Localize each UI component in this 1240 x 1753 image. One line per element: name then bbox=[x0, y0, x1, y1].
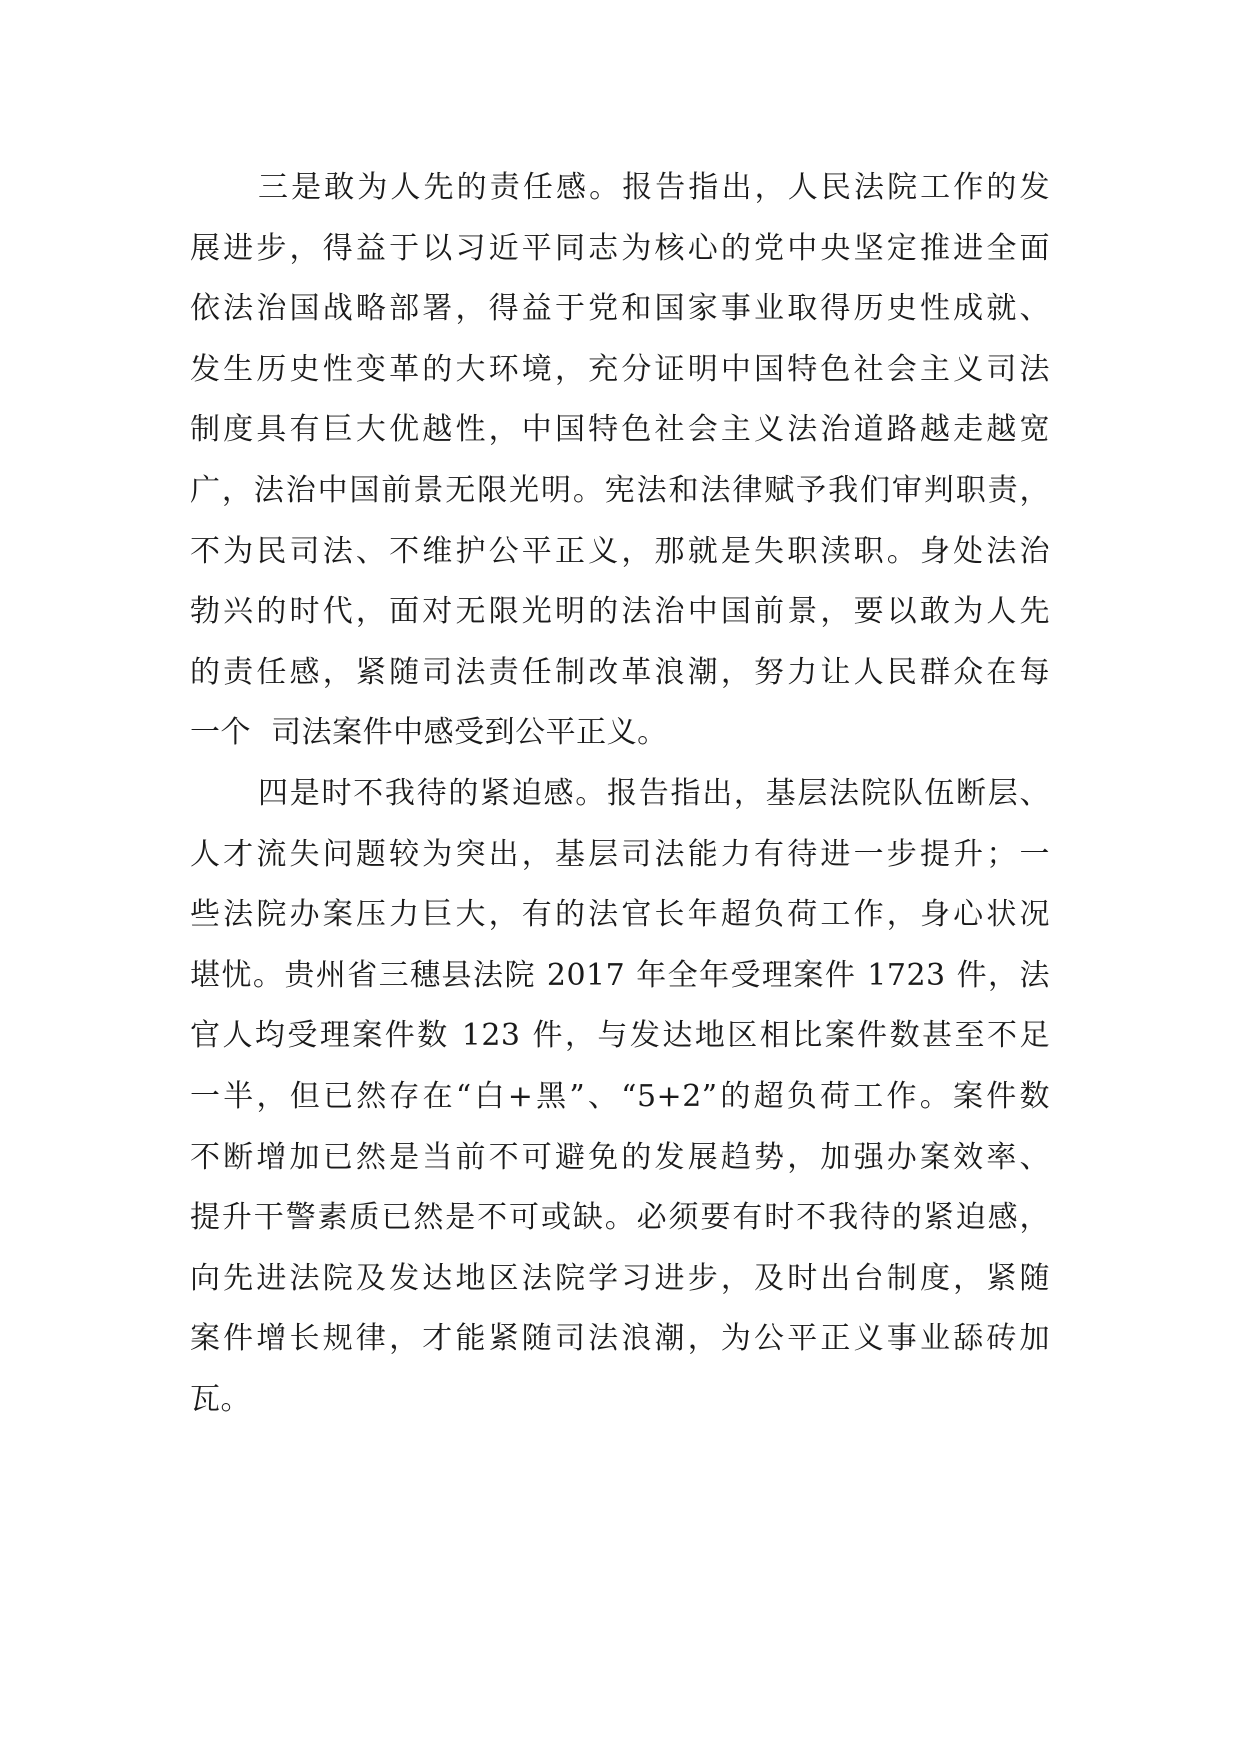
text-line: 些法院办案压力巨大，有的法官长年超负荷工作，身心状况 bbox=[190, 897, 1050, 933]
text-line: 四是时不我待的紧迫感。报告指出，基层法院队伍断层、 bbox=[258, 775, 1050, 811]
paragraph-urgency bbox=[190, 764, 1050, 1431]
text-line: 一个 司法案件中感受到公平正义。 bbox=[190, 715, 668, 751]
text-line: 官人均受理案件数 123 件，与发达地区相比案件数甚至不足 bbox=[190, 1018, 1050, 1054]
text-line: 一半，但已然存在“白+黑”、“5+2”的超负荷工作。案件数 bbox=[190, 1078, 1050, 1114]
text-line: 不为民司法、不维护公平正义，那就是失职渎职。身处法治 bbox=[190, 533, 1050, 569]
text-line: 依法治国战略部署，得益于党和国家事业取得历史性成就、 bbox=[190, 291, 1050, 327]
text-line: 向先进法院及发达地区法院学习进步，及时出台制度，紧随 bbox=[190, 1260, 1050, 1296]
text-line: 展进步，得益于以习近平同志为核心的党中央坚定推进全面 bbox=[190, 230, 1050, 266]
text-line: 三是敢为人先的责任感。报告指出，人民法院工作的发 bbox=[258, 170, 1050, 205]
text-line: 人才流失问题较为突出，基层司法能力有待进一步提升；一 bbox=[190, 836, 1050, 872]
text-line: 的责任感，紧随司法责任制改革浪潮，努力让人民群众在每 bbox=[190, 654, 1050, 690]
paragraph-responsibility bbox=[190, 158, 1050, 764]
document-body bbox=[190, 158, 1050, 1430]
text-line: 勃兴的时代，面对无限光明的法治中国前景，要以敢为人先 bbox=[190, 594, 1050, 630]
text-line: 堪忧。贵州省三穗县法院 2017 年全年受理案件 1723 件，法 bbox=[190, 957, 1050, 993]
text-line: 广，法治中国前景无限光明。宪法和法律赋予我们审判职责， bbox=[190, 472, 1050, 508]
text-line: 不断增加已然是当前不可避免的发展趋势，加强办案效率、 bbox=[190, 1139, 1050, 1175]
text-line: 提升干警素质已然是不可或缺。必须要有时不我待的紧迫感， bbox=[190, 1200, 1050, 1236]
text-line: 案件增长规律，才能紧随司法浪潮，为公平正义事业舔砖加 bbox=[190, 1321, 1050, 1357]
text-line: 瓦。 bbox=[190, 1381, 251, 1417]
text-line: 制度具有巨大优越性，中国特色社会主义法治道路越走越宽 bbox=[190, 412, 1050, 448]
text-line: 发生历史性变革的大环境，充分证明中国特色社会主义司法 bbox=[190, 351, 1050, 387]
